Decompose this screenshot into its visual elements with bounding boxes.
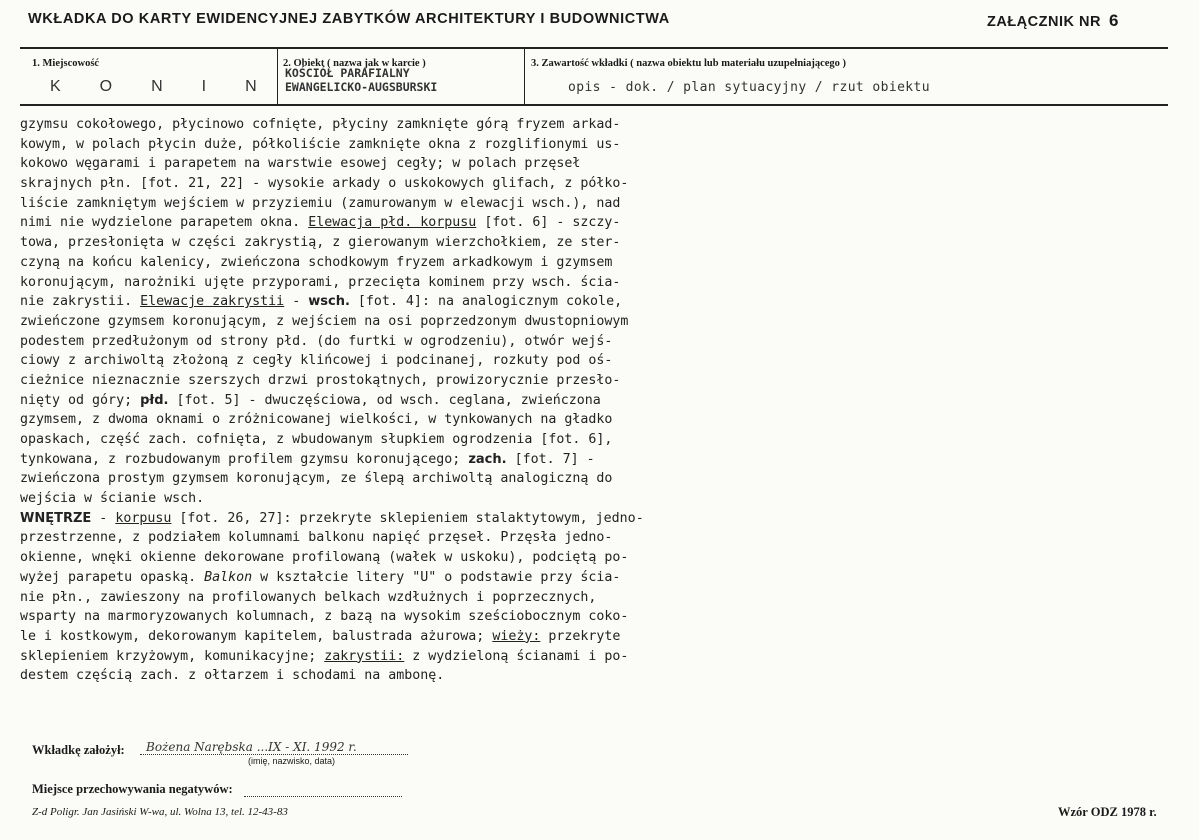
- text-segment: nięty od góry;: [20, 392, 141, 408]
- section-heading: wieży:: [492, 628, 541, 644]
- text-line: ciowy z archiwoltą złożoną z cegły klińcowej i podcinanej, rozkuty pod oś-: [20, 353, 613, 369]
- text-line: kokowo węgarami i parapetem na warstwie esowej cegły; w polach przęseł: [20, 156, 581, 172]
- form-title: WKŁADKA DO KARTY EWIDENCYJNEJ ZABYTKÓW ARCHITEKTURY I BUDOWNICTWA: [28, 11, 670, 27]
- text-segment: nimi nie wydzielone parapetem okna.: [20, 215, 309, 231]
- text-line: podestem przedłużonym od strony płd. (do furtki w ogrodzeniu), otwór wejś-: [20, 333, 613, 349]
- negatives-field: [244, 783, 402, 797]
- printer-imprint: Z-d Poligr. Jan Jasiński W-wa, ul. Wolna 13, tel. 12-43-83: [32, 806, 288, 818]
- text-segment: tynkowana, z rozbudowanym profilem gzymsu koronującego;: [20, 451, 469, 467]
- text-line: [20, 450, 800, 470]
- text-line: [20, 627, 800, 647]
- text-line: [20, 647, 800, 667]
- text-line: [20, 213, 800, 233]
- text-segment: -: [284, 294, 309, 310]
- header-top-rule: [20, 47, 1168, 49]
- text-line: towa, przesłonięta w części zakrystią, z gierowanym wierzchołkiem, ze ster-: [20, 235, 621, 251]
- text-segment: wyżej parapetu opaską.: [20, 569, 205, 585]
- section-heading: Elewacja płd. korpusu: [308, 215, 477, 231]
- author-caption: (imię, nazwisko, data): [248, 756, 336, 766]
- field-locality-value: KONIN: [50, 78, 296, 95]
- header-bottom-rule: [20, 104, 1168, 106]
- field-divider-2: [524, 48, 525, 104]
- annex-number: 6: [1108, 11, 1119, 30]
- annex-label: [987, 11, 1119, 31]
- text-segment: przekryte: [540, 628, 621, 644]
- text-line: cieżnice nieznacznie szerszych drzwi prostokątnych, prowizorycznie przesło-: [20, 372, 621, 388]
- text-segment: w kształcie litery "U" o podstawie przy ścia-: [252, 569, 621, 585]
- text-line: wsparty na marmoryzowanych kolumnach, z bazą na wysokim sześciobocznym coko-: [20, 609, 629, 625]
- bold-term: wsch.: [308, 294, 350, 310]
- field-locality-label: 1. Miejscowość: [32, 58, 100, 69]
- bold-term: zach.: [468, 451, 507, 467]
- text-line: [20, 568, 800, 588]
- text-line: [20, 509, 800, 529]
- text-segment: le i kostkowym, dekorowanym kapitelem, balustrada ażurowa;: [20, 628, 493, 644]
- text-segment: -: [91, 510, 116, 526]
- text-line: koronującym, narożniki ujęte przyporami, przecięta kominem przy wsch. ścia-: [20, 274, 621, 290]
- text-line: gzymsem, z dwoma oknami o zróżnicowanej wielkości, w tynkowanych na gładko: [20, 412, 613, 428]
- text-line: [20, 292, 800, 312]
- text-line: okienne, wnęki okienne dekorowane profilowaną (wałek w uskoku), podciętą po-: [20, 550, 629, 566]
- text-segment: [fot. 26, 27]: przekryte sklepieniem stalaktytowym, jedno-: [171, 510, 644, 526]
- negatives-label: Miejsce przechowywania negatywów:: [32, 782, 233, 796]
- text-segment: [fot. 4]: na analogicznym cokole,: [349, 294, 623, 310]
- field-object-value: [285, 66, 437, 94]
- text-segment: z wydzieloną ścianami i po-: [404, 648, 629, 664]
- text-segment: [fot. 7] -: [506, 451, 595, 467]
- field-object-line1: KOŚCIÓŁ PARAFIALNY: [285, 66, 410, 80]
- section-heading: Elewacje zakrystii: [140, 294, 285, 310]
- bold-term: płd.: [140, 392, 169, 408]
- field-object-line2: EWANGELICKO-AUGSBURSKI: [285, 80, 438, 94]
- text-line: zwieńczone gzymsem koronującym, z wejściem na osi poprzedzonym dwustopniowym: [20, 313, 629, 329]
- text-line: zwieńczona prostym gzymsem koronującym, ze ślepą archiwoltą analogiczną do: [20, 471, 613, 487]
- text-line: przestrzenne, z podziałem kolumnami balkonu napięć przęseł. Przęsła jedno-: [20, 530, 613, 546]
- text-line: czyną na końcu kalenicy, zwieńczona schodkowym fryzem arkadkowym i gzymsem: [20, 254, 613, 270]
- text-segment: [fot. 6] - szczy-: [476, 215, 621, 231]
- section-heading: zakrystii:: [324, 648, 405, 664]
- text-line: wejścia w ścianie wsch.: [20, 491, 205, 507]
- author-signature: Bożena Narębska ...IX - XI. 1992 r.: [140, 740, 408, 755]
- field-content-label: 3. Zawartość wkładki ( nazwa obiektu lub materiału uzupełniającego ): [531, 58, 847, 69]
- text-line: kowym, w polach płycin duże, półkoliście zamknięte okna z rozglifionymi us-: [20, 136, 621, 152]
- italic-term: Balkon: [204, 569, 253, 585]
- text-line: gzymsu cokołowego, płycinowo cofnięte, płyciny zamknięte górą fryzem arkad-: [20, 117, 621, 132]
- bold-term: WNĘTRZE: [20, 510, 92, 526]
- text-segment: nie zakrystii.: [20, 294, 141, 310]
- text-segment: [fot. 5] - dwuczęściowa, od wsch. ceglana, zwieńczona: [168, 392, 601, 408]
- annex-label-text: ZAŁĄCZNIK NR: [987, 14, 1101, 30]
- text-line: skrajnych płn. [fot. 21, 22] - wysokie arkady o uskokowych glifach, z półko-: [20, 176, 629, 192]
- field-content-value: opis - dok. / plan sytuacyjny / rzut obiektu: [568, 80, 930, 95]
- text-line: [20, 391, 800, 411]
- text-line: destem częścią zach. z ołtarzem i schodami na ambonę.: [20, 668, 445, 684]
- form-id: Wzór ODZ 1978 r.: [1058, 805, 1157, 819]
- text-line: opaskach, część zach. cofnięta, z wbudowanym słupkiem ogrodzenia [fot. 6],: [20, 432, 613, 447]
- description-text: [20, 115, 800, 686]
- section-heading: korpusu: [115, 510, 172, 526]
- text-segment: sklepieniem krzyżowym, komunikacyjne;: [20, 648, 325, 664]
- field-object-label: 2. Obiekt ( nazwa jak w karcie ): [283, 58, 426, 69]
- author-label: Wkładkę założył:: [32, 743, 125, 757]
- text-line: nie płn., zawieszony na profilowanych belkach wzdłużnych i poprzecznych,: [20, 589, 597, 605]
- text-line: liście zamkniętym wejściem w przyziemiu (zamurowanym w elewacji wsch.), nad: [20, 195, 621, 211]
